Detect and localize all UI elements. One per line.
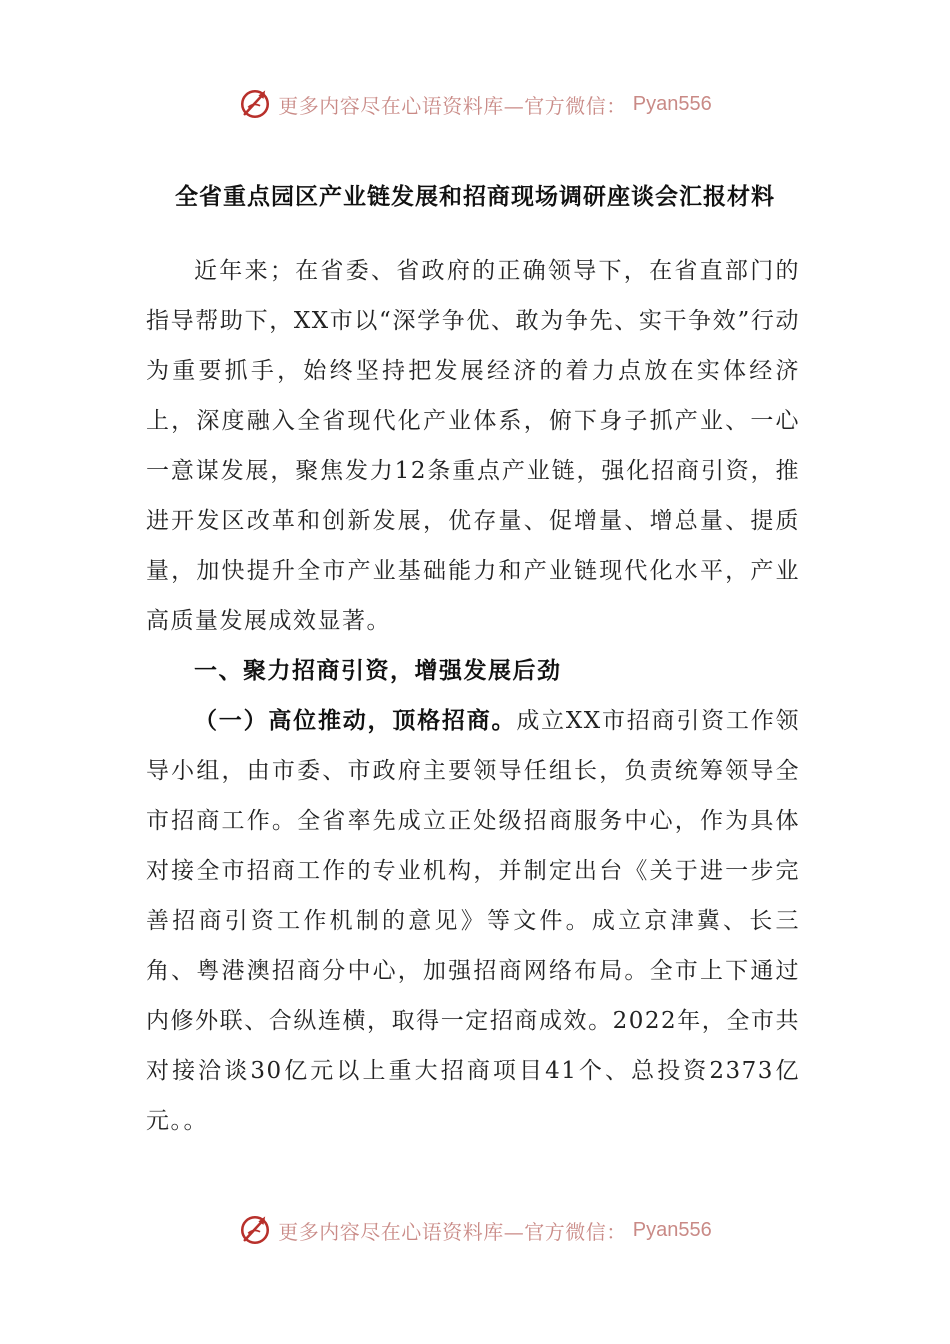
pen-circle-logo-icon <box>238 1213 272 1247</box>
document-body <box>146 246 800 1146</box>
subsection-body: 成立XX市招商引资工作领导小组，由市委、市政府主要领导任组长，负责统筹领导全市招商工作。全省率先成立正处级招商服务中心，作为具体对接全市招商工作的专业机构，并制定出台《关于进一步完善招商引资工作机制的意见》等文件。成立京津冀、长三角、粤港澳招商分中心，加强招商网络布局。全市上下通过内修外联、合纵连横，取得一定招商成效。2022年，全市共对接洽谈30亿元以上重大招商项目41个、总投资2373亿元。。 <box>146 708 801 1134</box>
watermark-text: 更多内容尽在心语资料库—官方微信： <box>278 93 627 118</box>
watermark-footer <box>0 1210 950 1250</box>
watermark-text: 更多内容尽在心语资料库—官方微信： <box>278 1219 627 1244</box>
intro-paragraph: 近年来；在省委、省政府的正确领导下，在省直部门的指导帮助下，XX市以“深学争优、敢为争先、实干争效”行动为重要抓手，始终坚持把发展经济的着力点放在实体经济上，深度融入全省现代化产业体系，俯下身子抓产业、一心一意谋发展，聚焦发力12条重点产业链，强化招商引资，推进开发区改革和创新发展，优存量、促增量、增总量、提质量，加快提升全市产业基础能力和产业链现代化水平，产业高质量发展成效显著。 <box>146 258 800 634</box>
watermark-wechat-id: Pyan556 <box>632 92 712 115</box>
watermark-wechat-id: Pyan556 <box>632 1218 712 1241</box>
watermark-header <box>0 84 950 124</box>
document-title: 全省重点园区产业链发展和招商现场调研座谈会汇报材料 <box>175 183 775 210</box>
subsection-paragraph <box>146 696 800 1146</box>
pen-circle-logo-icon <box>238 87 272 121</box>
section-heading: 一、聚力招商引资，增强发展后劲 <box>194 657 562 684</box>
subsection-lead: （一）高位推动，顶格招商。 <box>194 707 517 734</box>
